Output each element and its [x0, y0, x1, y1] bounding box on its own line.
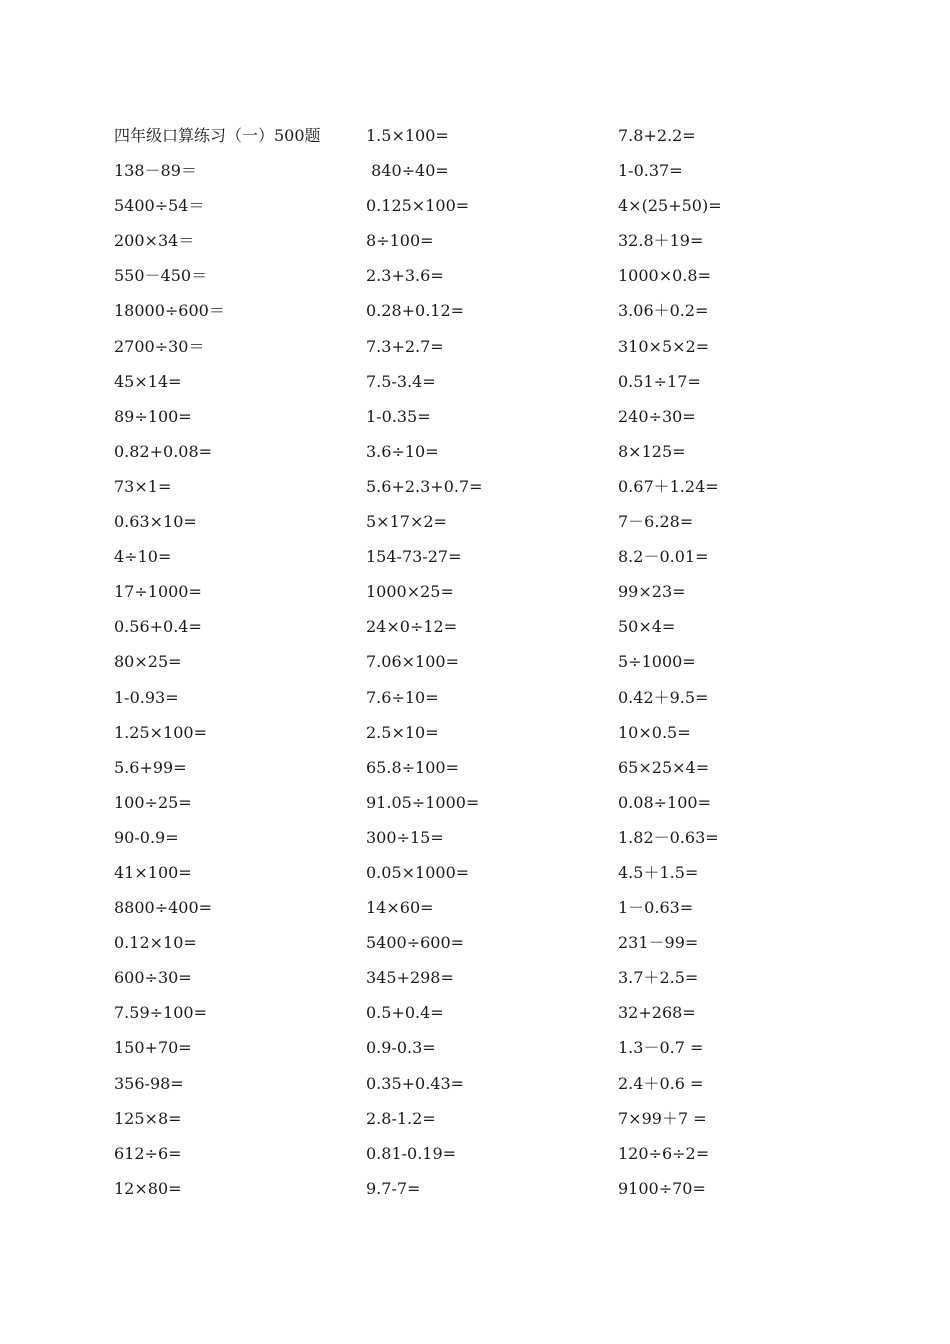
problem-column-3 [618, 118, 858, 1206]
problem-item: 1.25×100= [114, 722, 207, 742]
problem-item: 1-0.93= [114, 687, 179, 707]
problem-item: 45×14= [114, 371, 182, 391]
problem-item: 345+298= [366, 968, 454, 988]
problem-item: 89÷100= [114, 406, 192, 426]
problem-item: 3.06＋0.2= [618, 301, 709, 321]
problem-item: 73×1= [114, 476, 172, 496]
problem-item: 2.4＋0.6 = [618, 1073, 704, 1093]
problem-item: 7×99＋7 = [618, 1108, 707, 1128]
problem-item: 0.67＋1.24= [618, 476, 719, 496]
problem-item: 12×80= [114, 1178, 182, 1198]
problem-item: 9100÷70= [618, 1178, 706, 1198]
problem-item: 0.51÷17= [618, 371, 701, 391]
problem-item: 240÷30= [618, 406, 696, 426]
problem-item: 4×(25+50)= [618, 196, 722, 216]
problem-item: 0.42＋9.5= [618, 687, 709, 707]
problem-item: 138－89＝ [114, 161, 197, 181]
problem-item: 32.8＋19= [618, 231, 704, 251]
problem-item: 150+70= [114, 1038, 192, 1058]
problem-item: 3.6÷10= [366, 441, 439, 461]
worksheet-title: 四年级口算练习（一）500题 [114, 126, 321, 145]
problem-item: 2.3+3.6= [366, 266, 444, 286]
problem-item: 7－6.28= [618, 512, 694, 532]
problem-item: 7.5-3.4= [366, 371, 436, 391]
problem-item: 80×25= [114, 652, 182, 672]
problem-item: 0.9-0.3= [366, 1038, 436, 1058]
problem-item: 200×34＝ [114, 231, 195, 251]
problem-column-1 [114, 118, 354, 1206]
problem-item: 100÷25= [114, 792, 192, 812]
problem-item: 8÷100= [366, 231, 434, 251]
problem-item: 1.82－0.63= [618, 827, 719, 847]
problem-item: 0.12×10= [114, 933, 197, 953]
problem-item: 0.35+0.43= [366, 1073, 465, 1093]
problem-item: 125×8= [114, 1108, 182, 1128]
problem-item: 10×0.5= [618, 722, 691, 742]
problem-item: 41×100= [114, 862, 192, 882]
problem-item: 840÷40= [366, 161, 449, 181]
problem-item: 7.6÷10= [366, 687, 439, 707]
problem-item: 4.5＋1.5= [618, 862, 699, 882]
problem-item: 65×25×4= [618, 757, 710, 777]
problem-item: 5.6+99= [114, 757, 187, 777]
problem-item: 2700÷30＝ [114, 336, 205, 356]
problem-item: 7.8+2.2= [618, 126, 696, 145]
problem-item: 4÷10= [114, 547, 172, 567]
problem-item: 1-0.35= [366, 406, 431, 426]
problem-item: 7.3+2.7= [366, 336, 444, 356]
problem-item: 1－0.63= [618, 898, 694, 918]
problem-item: 120÷6÷2= [618, 1143, 710, 1163]
problem-item: 65.8÷100= [366, 757, 459, 777]
problem-item: 7.06×100= [366, 652, 459, 672]
problem-item: 0.05×1000= [366, 862, 470, 882]
problem-item: 0.81-0.19= [366, 1143, 457, 1163]
problem-item: 0.56+0.4= [114, 617, 202, 637]
problem-item: 2.5×10= [366, 722, 439, 742]
problem-column-2 [366, 118, 606, 1206]
problem-item: 550－450＝ [114, 266, 208, 286]
problem-item: 99×23= [618, 582, 686, 602]
problem-item: 0.82+0.08= [114, 441, 213, 461]
problem-item: 1000×25= [366, 582, 454, 602]
problem-item: 50×4= [618, 617, 676, 637]
problem-item: 1.5×100= [366, 126, 449, 145]
problem-item: 154-73-27= [366, 547, 462, 567]
problem-item: 8×125= [618, 441, 686, 461]
problem-item: 310×5×2= [618, 336, 710, 356]
problem-item: 5÷1000= [618, 652, 696, 672]
problem-item: 24×0÷12= [366, 617, 458, 637]
problem-item: 231－99= [618, 933, 699, 953]
problem-item: 8.2－0.01= [618, 547, 709, 567]
problem-item: 18000÷600＝ [114, 301, 225, 321]
problem-item: 0.08÷100= [618, 792, 711, 812]
problem-item: 0.125×100= [366, 196, 470, 216]
problem-item: 1.3－0.7 = [618, 1038, 704, 1058]
problem-item: 0.5+0.4= [366, 1003, 444, 1023]
problem-item: 1000×0.8= [618, 266, 711, 286]
problem-item: 356-98= [114, 1073, 184, 1093]
problem-item: 17÷1000= [114, 582, 202, 602]
problem-item: 3.7＋2.5= [618, 968, 699, 988]
problem-item: 14×60= [366, 898, 434, 918]
problem-item: 7.59÷100= [114, 1003, 207, 1023]
problem-item: 5400÷54＝ [114, 196, 205, 216]
problem-item: 5400÷600= [366, 933, 465, 953]
problem-item: 600÷30= [114, 968, 192, 988]
problem-item: 300÷15= [366, 827, 444, 847]
problem-item: 2.8-1.2= [366, 1108, 436, 1128]
problem-item: 90-0.9= [114, 827, 179, 847]
problem-item: 9.7-7= [366, 1178, 421, 1198]
problem-item: 5×17×2= [366, 512, 447, 532]
problem-item: 5.6+2.3+0.7= [366, 476, 483, 496]
problem-item: 612÷6= [114, 1143, 182, 1163]
problem-item: 32+268= [618, 1003, 696, 1023]
problem-item: 0.28+0.12= [366, 301, 465, 321]
problem-item: 1-0.37= [618, 161, 683, 181]
problem-item: 8800÷400= [114, 898, 213, 918]
problem-item: 0.63×10= [114, 512, 197, 532]
problem-item: 91.05÷1000= [366, 792, 480, 812]
